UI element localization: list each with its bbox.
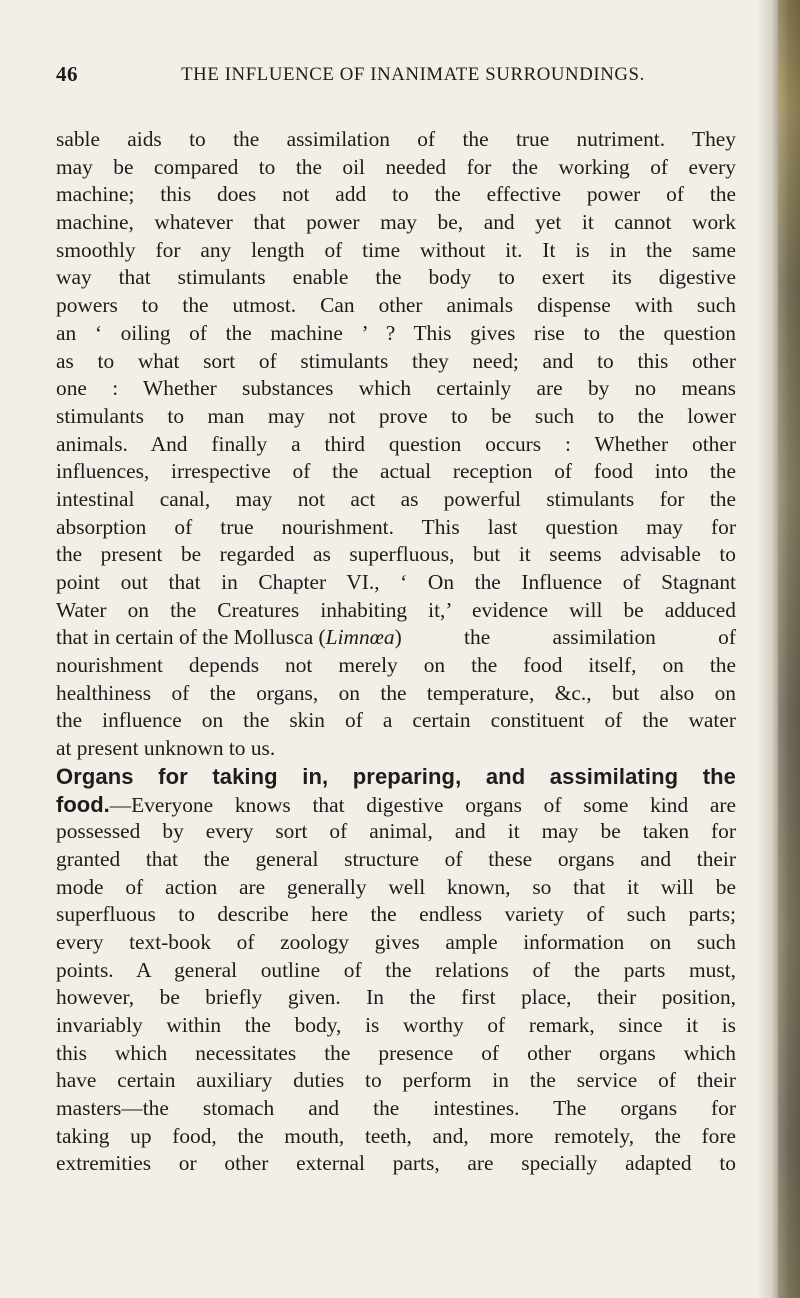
text-line: taking up food, the mouth, teeth, and, more remotely, the fore	[56, 1123, 736, 1148]
section-heading-end: food.	[56, 791, 110, 817]
text-line: smoothly for any length of time without it. It is in the same	[56, 237, 736, 262]
text-line: every text-book of zoology gives ample information on such	[56, 929, 736, 954]
text-line: machine; this does not add to the effective power of the	[56, 182, 736, 207]
text-line: powers to the utmost. Can other animals dispense with such	[56, 293, 736, 318]
body-text	[56, 126, 736, 1178]
text-line: granted that the general structure of these organs and their	[56, 846, 736, 871]
section-heading-continuation	[56, 791, 736, 819]
text-line: superfluous to describe here the endless variety of such parts;	[56, 902, 736, 927]
text-line: masters—the stomach and the intestines. The organs for	[56, 1096, 736, 1121]
text-line: points. A general outline of the relations of the parts must,	[56, 957, 736, 982]
text-line: as to what sort of stimulants they need; and to this other	[56, 348, 736, 373]
text-line: invariably within the body, is worthy of remark, since it is	[56, 1013, 736, 1037]
text-line: the influence on the skin of a certain constituent of the water	[56, 708, 736, 733]
text-line: mode of action are generally well known, so that it will be	[56, 874, 736, 899]
text-line: intestinal canal, may not act as powerful stimulants for the	[56, 486, 736, 511]
text-line: machine, whatever that power may be, and yet it cannot work	[56, 210, 736, 235]
section-heading: Organs for taking in, preparing, and assimilating the	[56, 763, 736, 789]
text-line: point out that in Chapter VI., ‘ On the Influence of Stagnant	[56, 570, 736, 594]
text-line: absorption of true nourishment. This last question may for	[56, 514, 736, 539]
text-line: animals. And finally a third question occurs : Whether other	[56, 431, 736, 456]
page-header	[56, 62, 736, 92]
text-line: healthiness of the organs, on the temperature, &c., but also on	[56, 680, 736, 705]
text-line: one : Whether substances which certainly are by no means	[56, 376, 736, 401]
page-number: 46	[56, 62, 78, 86]
text-segment: —Everyone knows that digestive organs of some kind are	[109, 792, 736, 817]
text-line: have certain auxiliary duties to perform in the service of their	[56, 1068, 736, 1093]
text-line: way that stimulants enable the body to exert its digestive	[56, 265, 736, 290]
gilt-edge	[778, 0, 800, 1298]
text-line: an ‘ oiling of the machine ’ ? This gives rise to the question	[56, 320, 736, 345]
text-line: Water on the Creatures inhabiting it,’ evidence will be adduced	[56, 597, 736, 622]
text-segment: ) the assimilation of	[394, 625, 736, 650]
text-line: influences, irrespective of the actual reception of food into the	[56, 459, 736, 484]
text-line: stimulants to man may not prove to be such to the lower	[56, 403, 736, 428]
text-line-with-italic	[56, 624, 736, 652]
text-line: this which necessitates the presence of other organs which	[56, 1040, 736, 1065]
text-line: the present be regarded as superfluous, but it seems advisable to	[56, 542, 736, 567]
italic-term: Limnœa	[325, 625, 395, 650]
text-segment: that in certain of the Mollusca (	[56, 625, 326, 650]
text-line: however, be briefly given. In the first place, their position,	[56, 985, 736, 1010]
text-line: at present unknown to us.	[56, 736, 276, 761]
text-line: nourishment depends not merely on the food itself, on the	[56, 653, 736, 678]
text-line: possessed by every sort of animal, and it may be taken for	[56, 819, 736, 844]
text-line: sable aids to the assimilation of the true nutriment. They	[56, 127, 736, 151]
running-head: THE INFLUENCE OF INANIMATE SURROUNDINGS.	[181, 64, 645, 85]
text-line: may be compared to the oil needed for the working of every	[56, 154, 736, 179]
text-line: extremities or other external parts, are specially adapted to	[56, 1151, 736, 1176]
page-edge-shadow	[756, 0, 800, 1298]
